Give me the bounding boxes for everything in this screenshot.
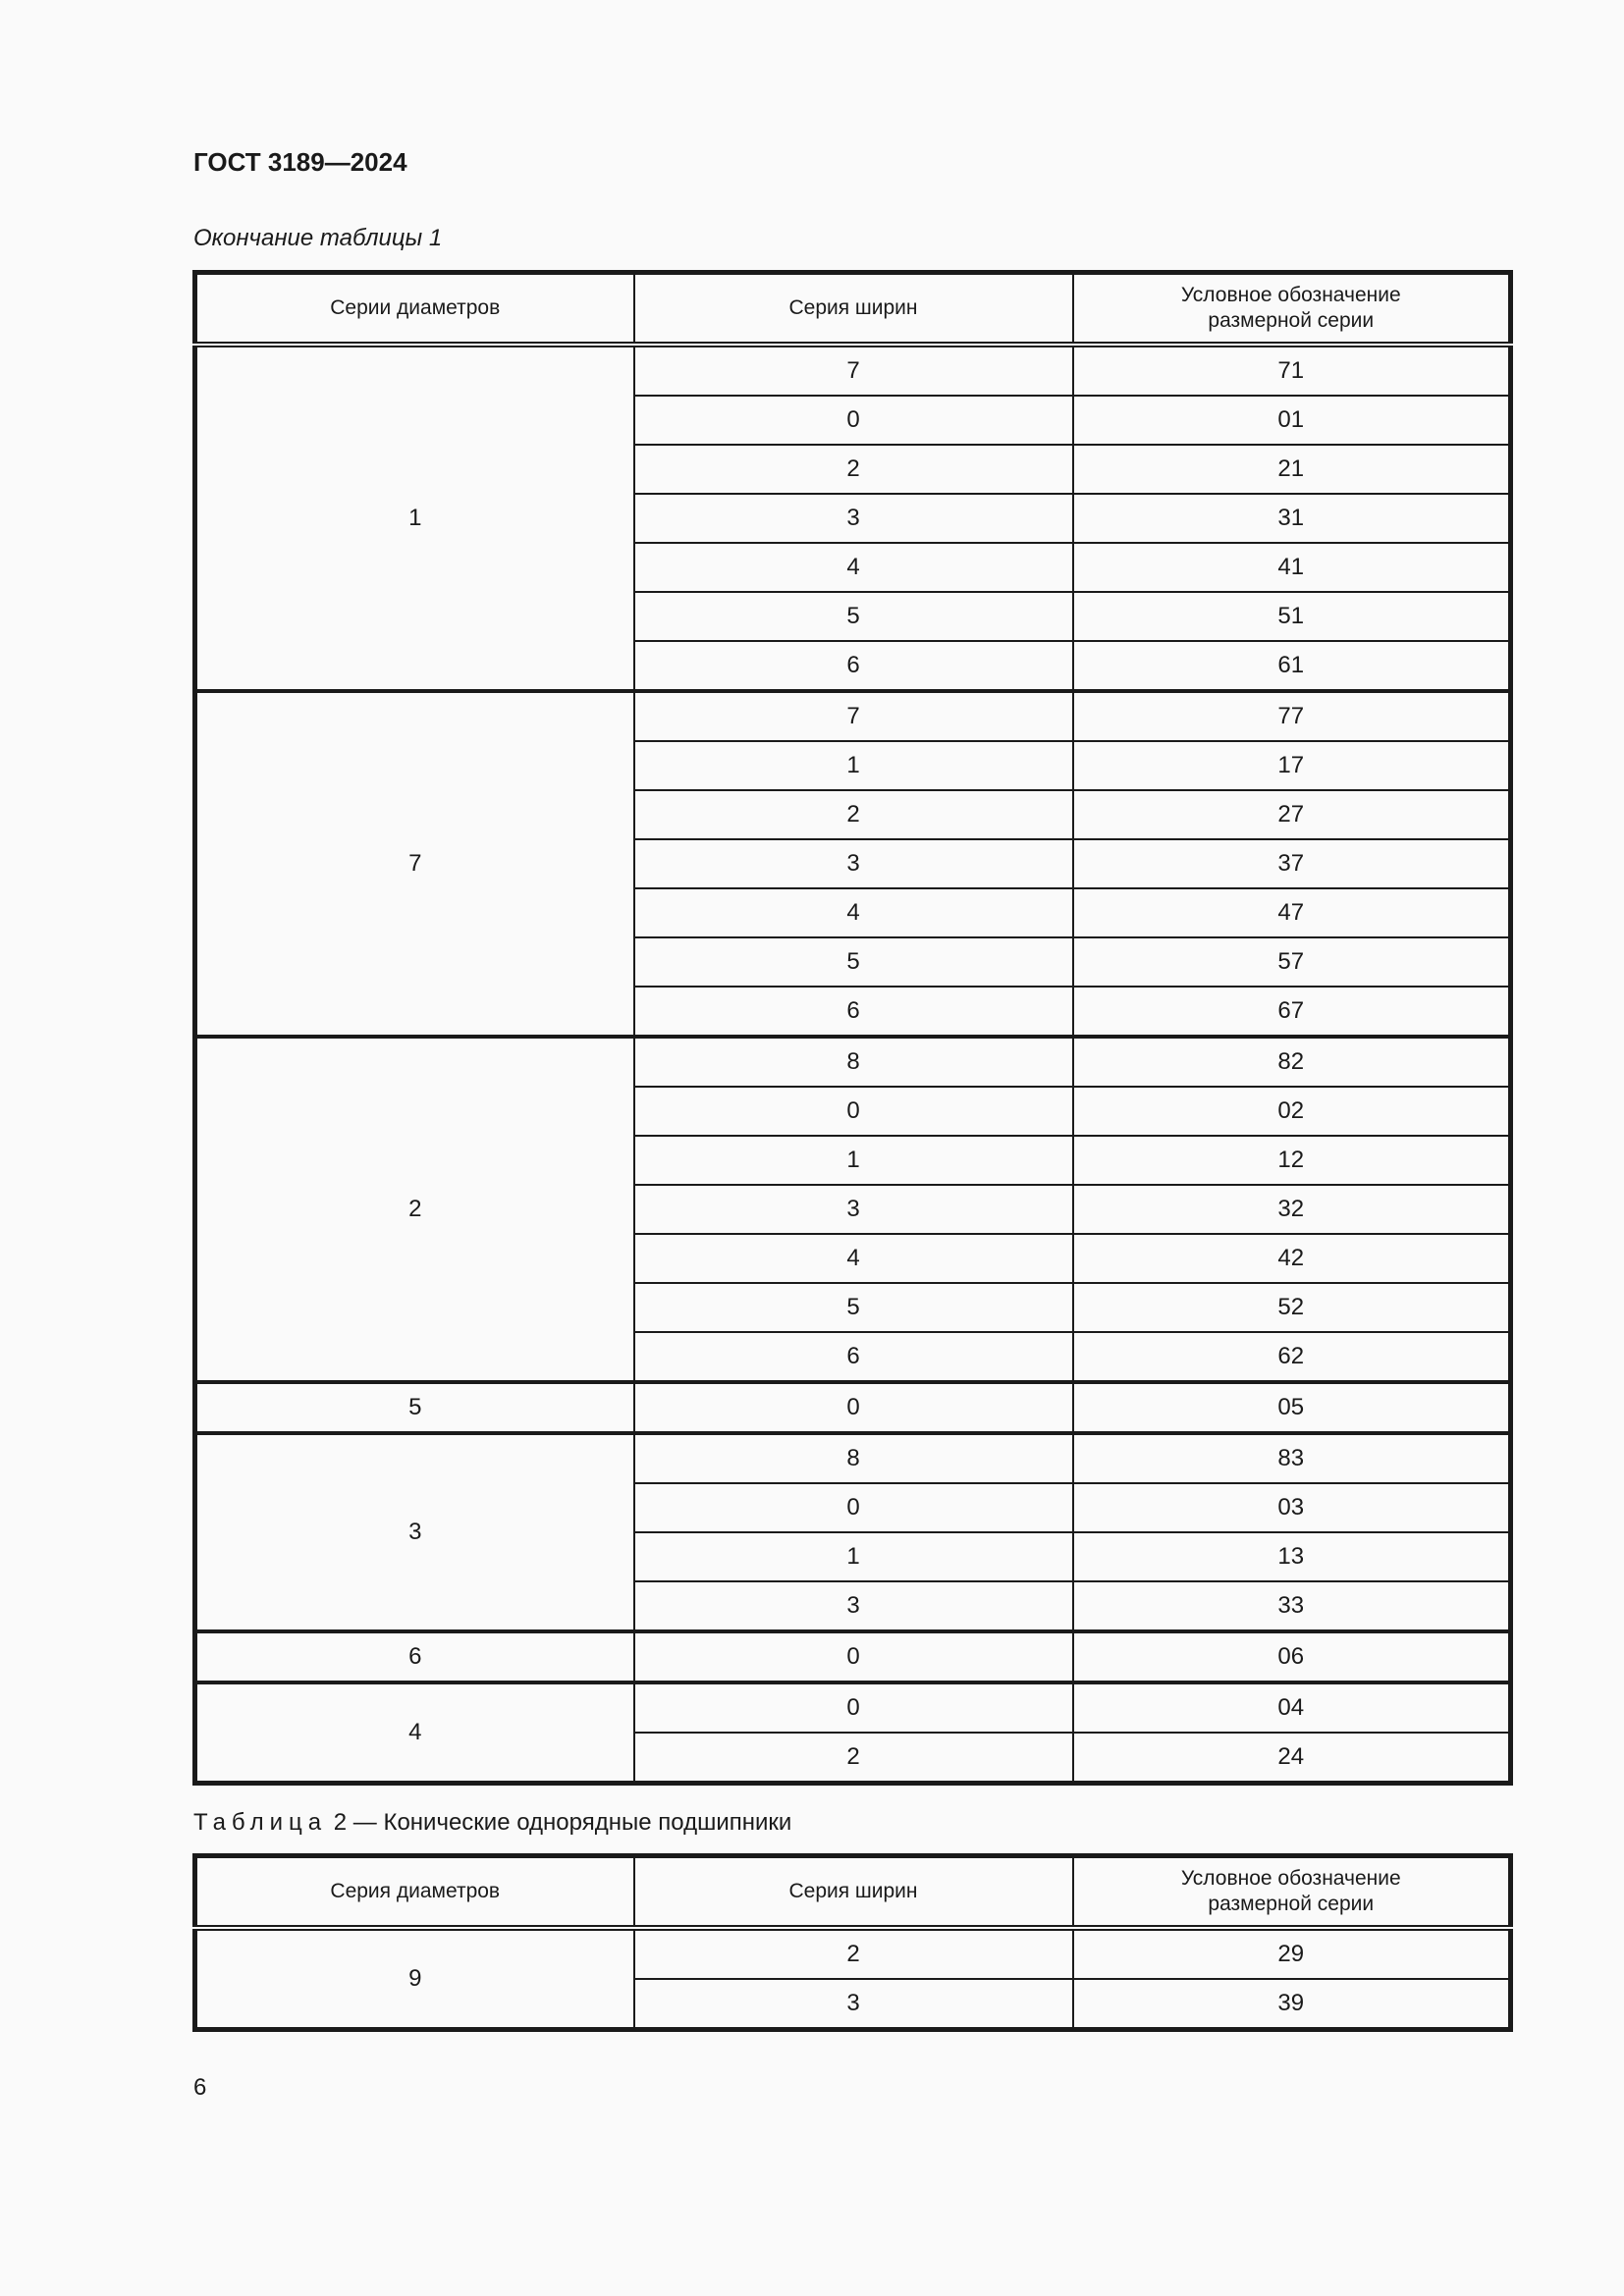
cell-width-series: 3 — [634, 1979, 1073, 2030]
table-2 — [192, 1853, 1513, 2032]
cell-width-series: 4 — [634, 888, 1073, 937]
cell-designation: 57 — [1073, 937, 1511, 987]
table2-caption-title: 2 — Конические однорядные подшипники — [333, 1809, 792, 1836]
cell-designation: 21 — [1073, 445, 1511, 494]
cell-designation: 02 — [1073, 1087, 1511, 1136]
cell-designation: 82 — [1073, 1037, 1511, 1087]
table-1 — [192, 270, 1513, 1786]
cell-designation: 04 — [1073, 1682, 1511, 1733]
cell-diameter-series: 6 — [195, 1631, 634, 1682]
table-row — [195, 1631, 1511, 1682]
cell-designation: 41 — [1073, 543, 1511, 592]
cell-designation: 12 — [1073, 1136, 1511, 1185]
col-header-designation: Условное обозначение размерной серии — [1073, 273, 1511, 346]
table-row — [195, 691, 1511, 741]
cell-width-series: 0 — [634, 1087, 1073, 1136]
cell-designation: 33 — [1073, 1581, 1511, 1631]
table-row — [195, 1037, 1511, 1087]
cell-width-series: 2 — [634, 445, 1073, 494]
cell-designation: 39 — [1073, 1979, 1511, 2030]
cell-designation: 83 — [1073, 1433, 1511, 1483]
cell-designation: 03 — [1073, 1483, 1511, 1532]
cell-diameter-series: 7 — [195, 691, 634, 1037]
cell-designation: 17 — [1073, 741, 1511, 790]
cell-width-series: 0 — [634, 1483, 1073, 1532]
cell-width-series: 7 — [634, 691, 1073, 741]
cell-diameter-series: 2 — [195, 1037, 634, 1382]
cell-designation: 37 — [1073, 839, 1511, 888]
table-row — [195, 1382, 1511, 1433]
cell-designation: 05 — [1073, 1382, 1511, 1433]
table2-caption — [193, 1809, 791, 1837]
cell-width-series: 1 — [634, 741, 1073, 790]
cell-designation: 01 — [1073, 396, 1511, 445]
table-row — [195, 1928, 1511, 1979]
cell-designation: 06 — [1073, 1631, 1511, 1682]
cell-width-series: 7 — [634, 345, 1073, 396]
col-header-width: Серия ширин — [634, 273, 1073, 346]
cell-width-series: 1 — [634, 1532, 1073, 1581]
cell-width-series: 3 — [634, 1185, 1073, 1234]
cell-designation: 71 — [1073, 345, 1511, 396]
table-header-row — [195, 1856, 1511, 1929]
cell-width-series: 6 — [634, 987, 1073, 1037]
col-header-diameter: Серия диаметров — [195, 1856, 634, 1929]
cell-width-series: 3 — [634, 839, 1073, 888]
cell-designation: 61 — [1073, 641, 1511, 691]
cell-width-series: 2 — [634, 1733, 1073, 1784]
cell-width-series: 5 — [634, 1283, 1073, 1332]
cell-diameter-series: 5 — [195, 1382, 634, 1433]
cell-designation: 52 — [1073, 1283, 1511, 1332]
table-row — [195, 345, 1511, 396]
cell-width-series: 2 — [634, 790, 1073, 839]
cell-width-series: 0 — [634, 396, 1073, 445]
cell-width-series: 3 — [634, 1581, 1073, 1631]
table-row — [195, 1433, 1511, 1483]
cell-diameter-series: 1 — [195, 345, 634, 691]
document-id: ГОСТ 3189—2024 — [193, 147, 407, 177]
cell-width-series: 2 — [634, 1928, 1073, 1979]
cell-width-series: 6 — [634, 641, 1073, 691]
cell-width-series: 4 — [634, 1234, 1073, 1283]
cell-diameter-series: 3 — [195, 1433, 634, 1631]
cell-width-series: 5 — [634, 937, 1073, 987]
page-number: 6 — [193, 2074, 207, 2101]
cell-width-series: 0 — [634, 1682, 1073, 1733]
table-1-body — [195, 345, 1511, 1784]
table-2-body — [195, 1928, 1511, 2030]
cell-width-series: 1 — [634, 1136, 1073, 1185]
cell-width-series: 0 — [634, 1631, 1073, 1682]
col-header-diameter: Серии диаметров — [195, 273, 634, 346]
cell-width-series: 4 — [634, 543, 1073, 592]
cell-designation: 32 — [1073, 1185, 1511, 1234]
cell-designation: 62 — [1073, 1332, 1511, 1382]
cell-designation: 67 — [1073, 987, 1511, 1037]
cell-width-series: 8 — [634, 1433, 1073, 1483]
table-row — [195, 1682, 1511, 1733]
table1-caption: Окончание таблицы 1 — [193, 225, 443, 251]
cell-designation: 42 — [1073, 1234, 1511, 1283]
table2-caption-prefix: Таблица — [193, 1809, 328, 1836]
cell-designation: 29 — [1073, 1928, 1511, 1979]
col-header-designation: Условное обозначение размерной серии — [1073, 1856, 1511, 1929]
cell-width-series: 6 — [634, 1332, 1073, 1382]
cell-width-series: 5 — [634, 592, 1073, 641]
cell-designation: 27 — [1073, 790, 1511, 839]
cell-designation: 24 — [1073, 1733, 1511, 1784]
cell-width-series: 8 — [634, 1037, 1073, 1087]
cell-width-series: 3 — [634, 494, 1073, 543]
cell-designation: 31 — [1073, 494, 1511, 543]
cell-diameter-series: 9 — [195, 1928, 634, 2030]
cell-diameter-series: 4 — [195, 1682, 634, 1784]
table-header-row — [195, 273, 1511, 346]
cell-designation: 51 — [1073, 592, 1511, 641]
cell-width-series: 0 — [634, 1382, 1073, 1433]
col-header-width: Серия ширин — [634, 1856, 1073, 1929]
cell-designation: 47 — [1073, 888, 1511, 937]
cell-designation: 77 — [1073, 691, 1511, 741]
cell-designation: 13 — [1073, 1532, 1511, 1581]
